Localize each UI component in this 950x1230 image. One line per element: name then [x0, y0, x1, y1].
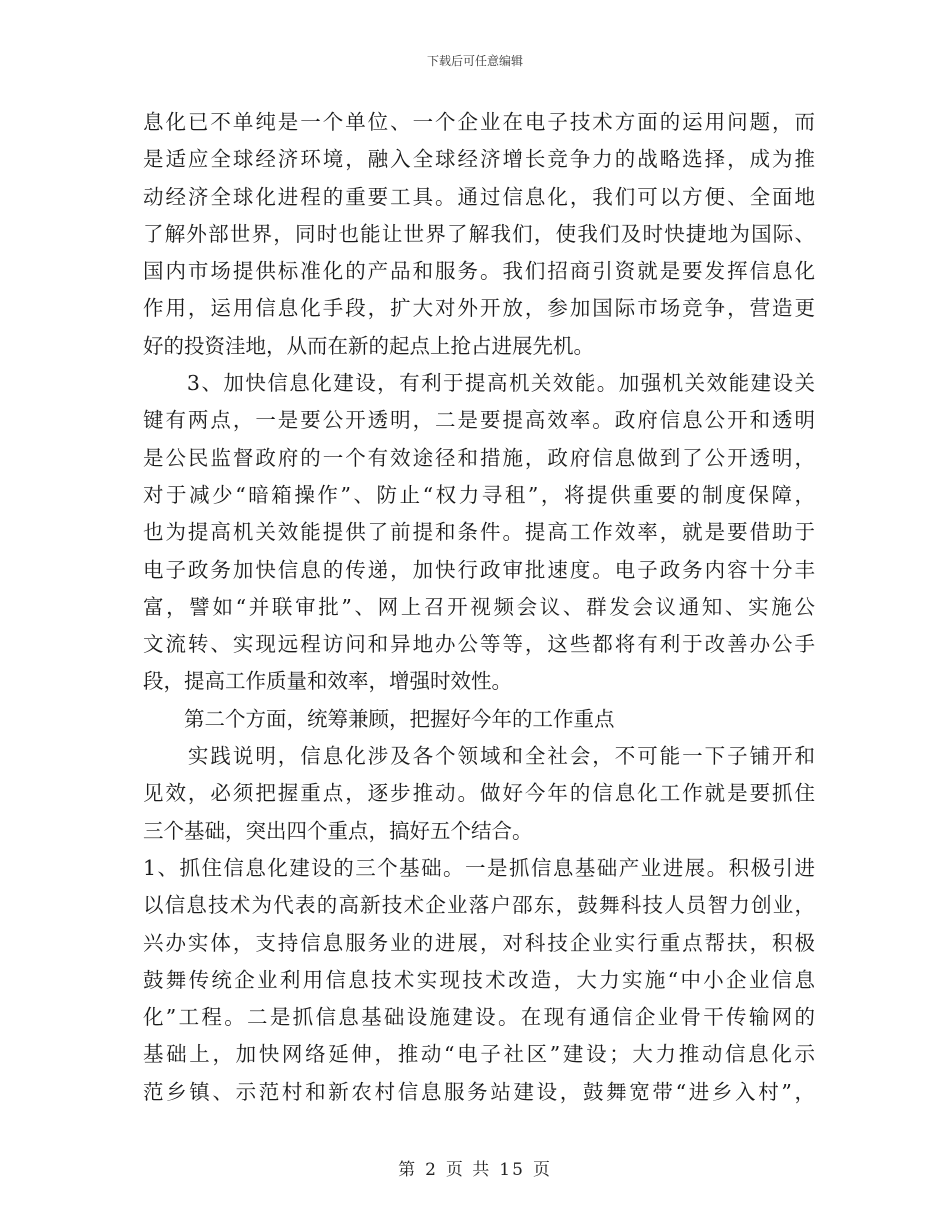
- text-line: 基础上，加快网络延伸，推动“电子社区”建设；大力推动信息化示: [143, 1042, 815, 1067]
- text-line: 段，提高工作质量和效率，增强时效性。: [143, 669, 512, 694]
- text-line: 三个基础，突出四个重点，搞好五个结合。: [143, 818, 533, 843]
- document-body: [143, 104, 815, 1111]
- text-line: 对于减少“暗箱操作”、防止“权力寻租”，将提供重要的制度保障，: [143, 482, 815, 507]
- page-footer: [0, 1155, 950, 1180]
- text-line: 息化已不单纯是一个单位、一个企业在电子技术方面的运用问题，而: [143, 110, 815, 134]
- page-label-suffix: 页: [532, 1160, 552, 1180]
- text-line: 了解外部世界，同时也能让世界了解我们，使我们及时快捷地为国际、: [143, 221, 815, 246]
- text-line: 电子政务加快信息的传递，加快行政审批速度。电子政务内容十分丰: [143, 557, 815, 582]
- text-line: 见效，必须把握重点，逐步推动。做好今年的信息化工作就是要抓住: [143, 781, 815, 806]
- text-line: 3、加快信息化建设，有利于提高机关效能。加强机关效能建设关: [143, 371, 815, 396]
- text-line: 文流转、实现远程访问和异地办公等等，这些都将有利于改善办公手: [143, 632, 815, 657]
- text-line: 以信息技术为代表的高新技术企业落户邵东，鼓舞科技人员智力创业，: [143, 893, 815, 918]
- text-line: 鼓舞传统企业利用信息技术实现技术改造，大力实施“中小企业信息: [143, 967, 815, 992]
- text-line: 实践说明，信息化涉及各个领域和全社会，不可能一下子铺开和: [143, 744, 815, 769]
- text-line: 第二个方面，统筹兼顾，把握好今年的工作重点: [143, 706, 615, 731]
- page-number: 2: [425, 1160, 438, 1180]
- text-line: 也为提高机关效能提供了前提和条件。提高工作效率，就是要借助于: [143, 520, 815, 545]
- page-header: 下载后可任意编辑: [426, 54, 523, 68]
- text-line: 是公民监督政府的一个有效途径和措施，政府信息做到了公开透明，: [143, 445, 815, 470]
- text-line: 好的投资洼地，从而在新的起点上抢占进展先机。: [143, 333, 594, 358]
- text-line: 范乡镇、示范村和新农村信息服务站建设，鼓舞宽带“进乡入村”，: [143, 1079, 815, 1104]
- text-line: 键有两点，一是要公开透明，二是要提高效率。政府信息公开和透明: [143, 408, 815, 433]
- text-line: 1、抓住信息化建设的三个基础。一是抓信息基础产业进展。积极引进: [143, 855, 815, 880]
- total-pages: 15: [499, 1160, 525, 1180]
- text-line: 动经济全球化进程的重要工具。通过信息化，我们可以方便、全面地: [143, 184, 815, 209]
- text-line: 是适应全球经济环境，融入全球经济增长竞争力的战略选择，成为推: [143, 147, 815, 172]
- text-line: 富，譬如“并联审批”、网上召开视频会议、群发会议通知、实施公: [143, 594, 815, 619]
- page-label-middle: 页 共: [445, 1160, 492, 1180]
- page-label-prefix: 第: [398, 1160, 418, 1180]
- text-line: 兴办实体，支持信息服务业的进展，对科技企业实行重点帮扶，积极: [143, 930, 815, 955]
- text-line: 国内市场提供标准化的产品和服务。我们招商引资就是要发挥信息化: [143, 259, 815, 284]
- text-line: 化”工程。二是抓信息基础设施建设。在现有通信企业骨干传输网的: [143, 1005, 815, 1030]
- text-line: 作用，运用信息化手段，扩大对外开放，参加国际市场竞争，营造更: [143, 296, 815, 321]
